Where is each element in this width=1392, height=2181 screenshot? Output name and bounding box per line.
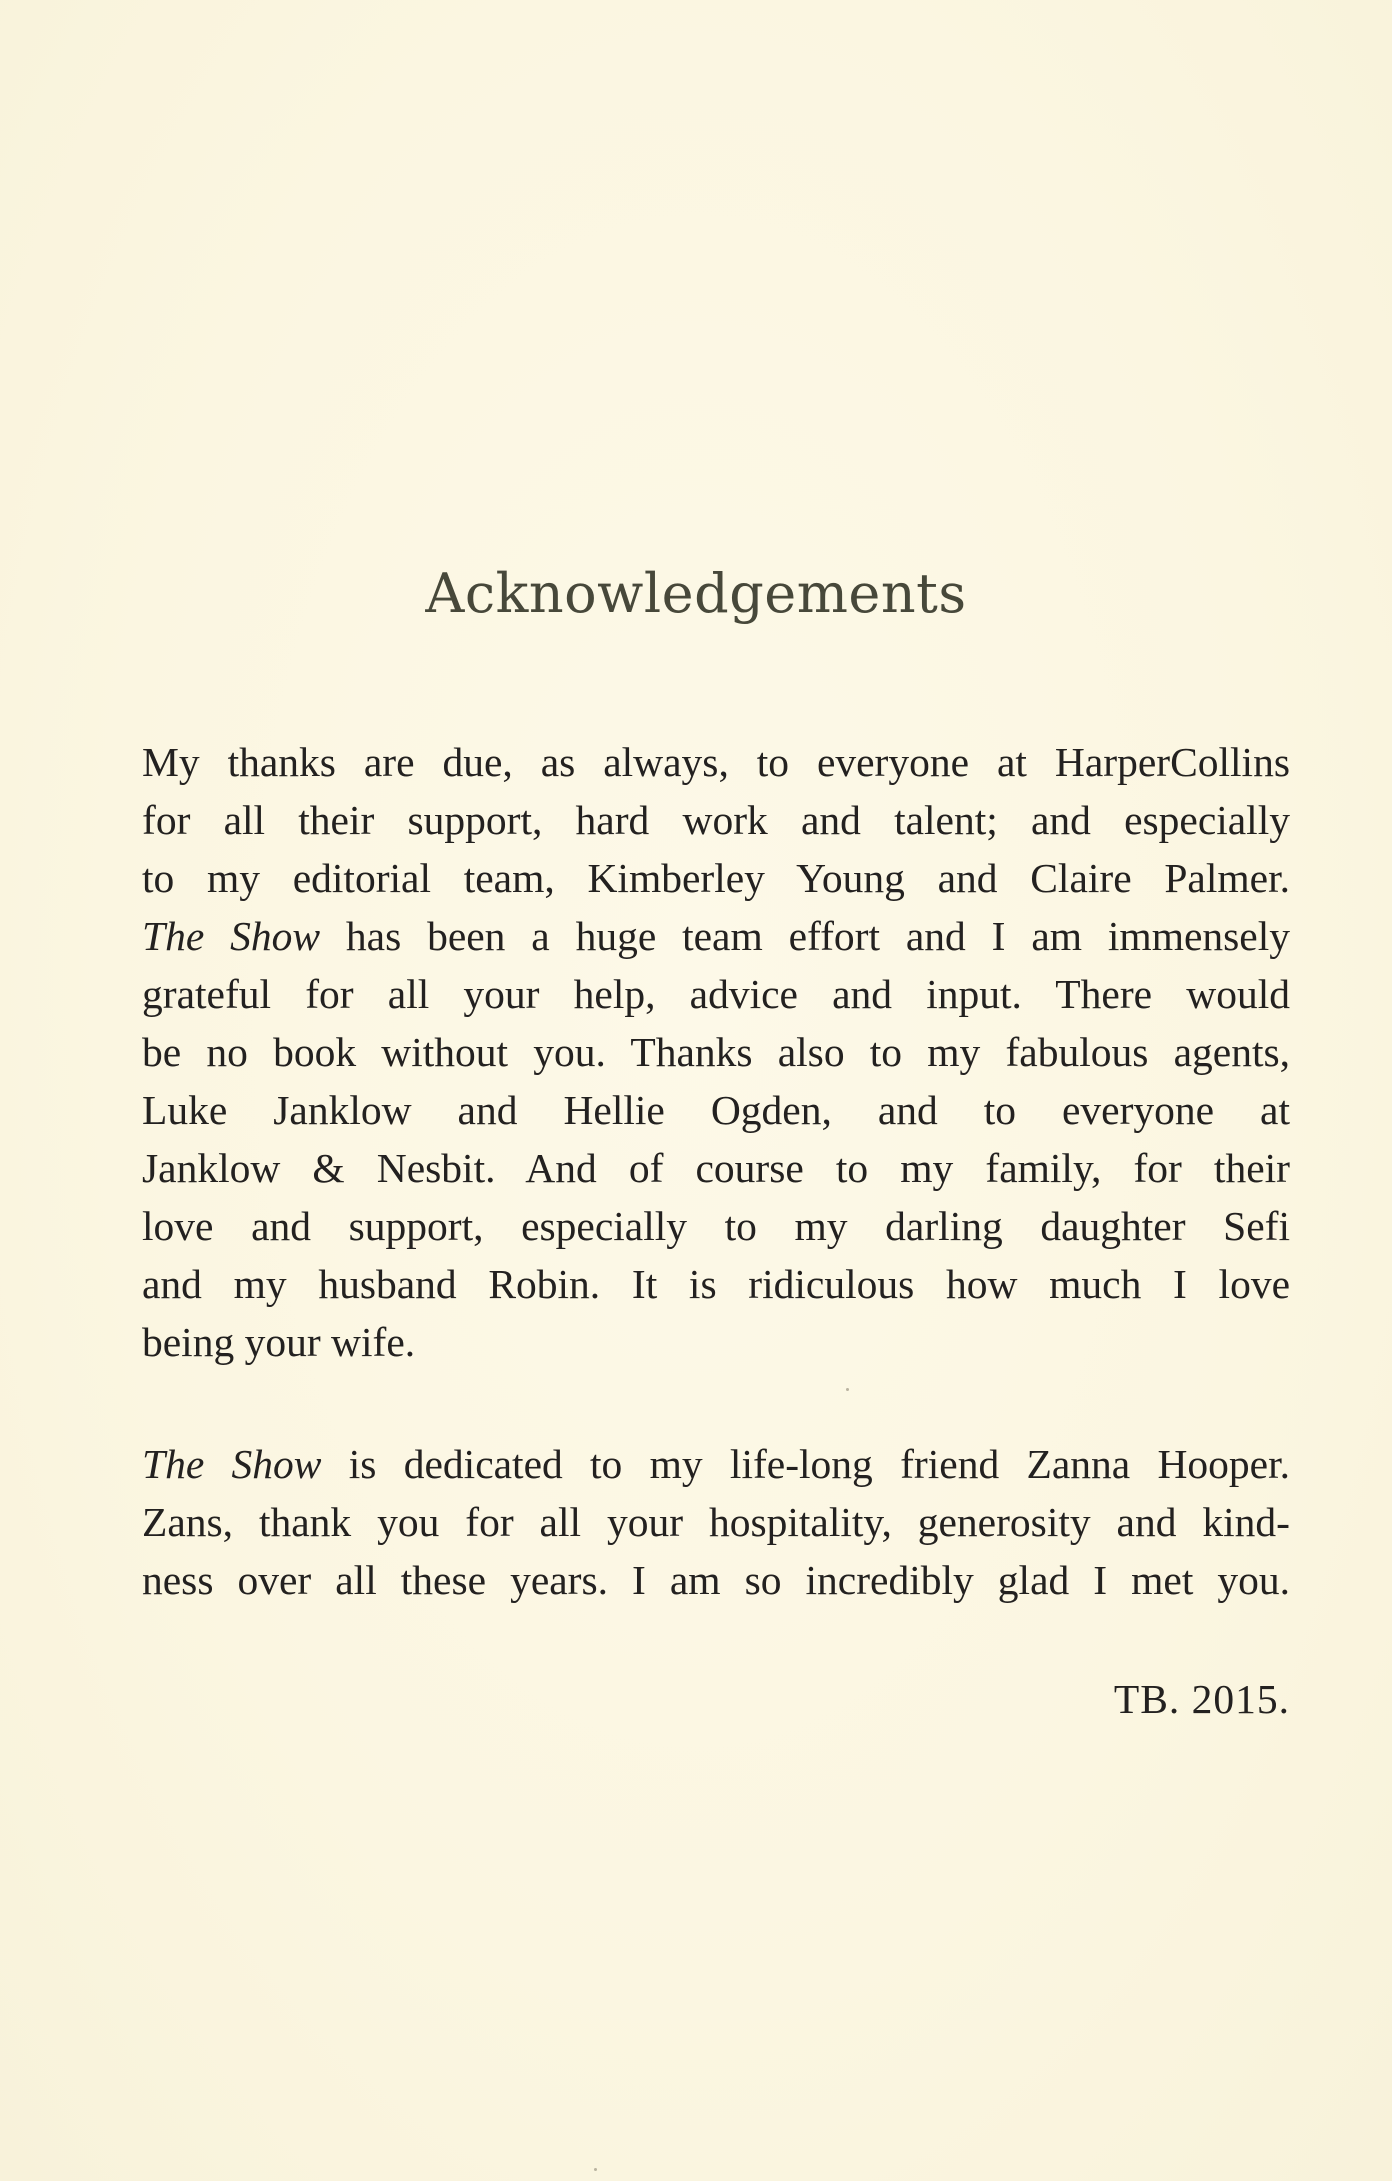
paper-speck [594, 2168, 597, 2171]
text-line-rest: is dedicated to my life-long friend Zanna Hooper. [321, 1441, 1291, 1487]
dedication-paragraph [142, 1435, 1290, 1609]
acknowledgements-paragraph [142, 733, 1290, 1371]
text-line-rest: has been a huge team effort and I am immensely [320, 913, 1290, 959]
text-line: ness over all these years. I am so incredibly glad I met you. [142, 1557, 1290, 1603]
text-line: to my editorial team, Kimberley Young and Claire Palmer. [142, 855, 1290, 901]
book-title-italic: The Show [142, 1441, 322, 1487]
text-line: Janklow & Nesbit. And of course to my family, for their [142, 1145, 1290, 1191]
text-line: Zans, thank you for all your hospitality, generosity and kind- [142, 1499, 1290, 1545]
text-line: and my husband Robin. It is ridiculous how much I love [142, 1261, 1290, 1307]
text-line: for all their support, hard work and talent; and especially [142, 797, 1290, 843]
text-line [142, 1435, 1290, 1493]
text-line: love and support, especially to my darling daughter Sefi [142, 1203, 1290, 1249]
page-heading: Acknowledgements [425, 562, 967, 625]
text-line: being your wife. [142, 1319, 416, 1365]
text-line: grateful for all your help, advice and input. There would [142, 971, 1290, 1017]
text-line: Luke Janklow and Hellie Ogden, and to everyone at [142, 1087, 1290, 1133]
paper-speck [846, 1388, 849, 1391]
author-signature: TB. 2015. [1113, 1676, 1290, 1722]
book-title-italic: The Show [142, 913, 321, 959]
text-line: be no book without you. Thanks also to my fabulous agents, [142, 1029, 1290, 1075]
text-line [142, 907, 1290, 965]
text-line: My thanks are due, as always, to everyone at HarperCollins [142, 739, 1290, 785]
